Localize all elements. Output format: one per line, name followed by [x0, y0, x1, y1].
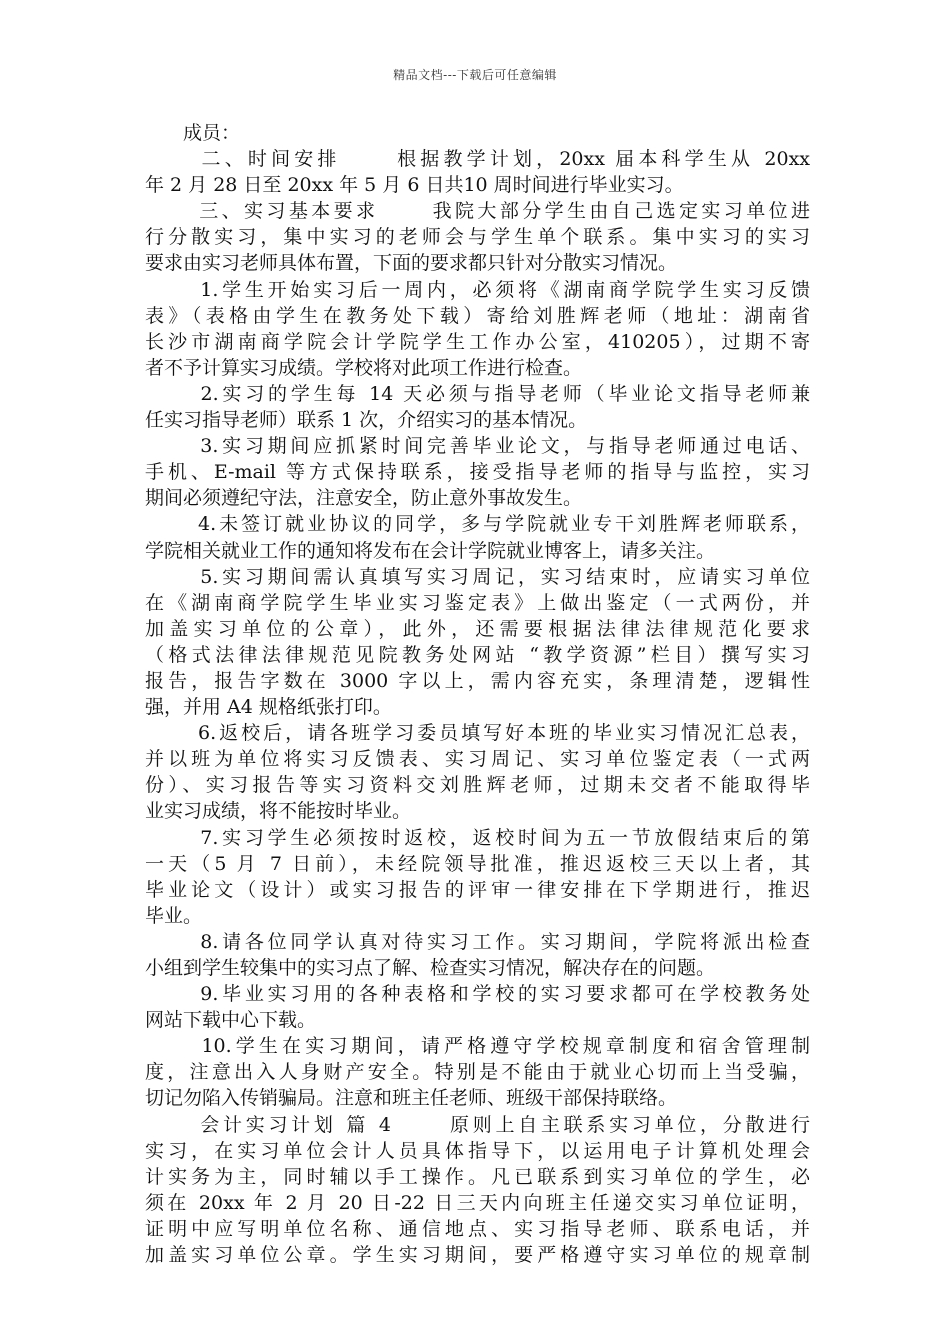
text-line: 份）、实习报告等实习资料交刘胜辉老师，过期未交者不能取得毕 — [145, 774, 810, 797]
text-line: 加盖实习单位公章。学生实习期间，要严格遵守实习单位的规章制 — [145, 1244, 810, 1267]
page-header: 精品文档---下载后可任意编辑 — [393, 68, 557, 82]
document-body — [145, 120, 810, 1268]
text-line: 7.实习学生必须按时返校，返校时间为五一节放假结束后的第 — [145, 826, 810, 849]
text-line: 在《湖南商学院学生毕业实习鉴定表》上做出鉴定（一式两份，并 — [145, 591, 810, 614]
text-line: 计实务为主，同时辅以手工操作。凡已联系到实习单位的学生，必 — [145, 1165, 810, 1188]
text-line: 4.未签订就业协议的同学，多与学院就业专干刘胜辉老师联系， — [145, 513, 810, 536]
text-line: 切记勿陷入传销骗局。注意和班主任老师、班级干部保持联络。 — [145, 1087, 678, 1110]
text-line: 实习，在实习单位会计人员具体指导下，以运用电子计算机处理会 — [145, 1139, 810, 1162]
text-line: 任实习指导老师）联系 1 次，介绍实习的基本情况。 — [145, 409, 588, 432]
text-line: 2.实习的学生每 14 天必须与指导老师（毕业论文指导老师兼 — [145, 382, 810, 405]
text-line: （格式法律法律规范见院教务处网站 “教学资源”栏目）撰写实习 — [145, 643, 810, 666]
text-line: 6.返校后，请各班学习委员填写好本班的毕业实习情况汇总表， — [145, 722, 810, 745]
text-line: 表》（表格由学生在教务处下载）寄给刘胜辉老师（地址：湖南省 — [145, 304, 810, 327]
text-line: 手机、E-mail 等方式保持联系，接受指导老师的指导与监控，实习 — [145, 461, 810, 484]
text-line: 成员： — [145, 122, 241, 144]
text-line: 3.实习期间应抓紧时间完善毕业论文，与指导老师通过电话、 — [145, 435, 810, 458]
text-line: 报告，报告字数在 3000 字以上，需内容充实，条理清楚，逻辑性 — [145, 669, 810, 692]
text-line: 要求由实习老师具体布置，下面的要求都只针对分散实习情况。 — [145, 252, 678, 275]
text-line: 长沙市湖南商学院会计学院学生工作办公室，410205），过期不寄 — [145, 330, 810, 353]
text-line: 加盖实习单位的公章），此外，还需要根据法律法律规范化要求 — [145, 617, 810, 640]
text-line: 毕业论文（设计）或实习报告的评审一律安排在下学期进行，推迟 — [145, 878, 810, 901]
text-line: 三、实习基本要求 我院大部分学生由自己选定实习单位进 — [145, 200, 810, 223]
text-line: 5.实习期间需认真填写实习周记，实习结束时，应请实习单位 — [145, 565, 810, 588]
text-line: 业实习成绩，将不能按时毕业。 — [145, 800, 412, 823]
text-line: 证明中应写明单位名称、通信地点、实习指导老师、联系电话，并 — [145, 1217, 810, 1240]
text-line: 行分散实习，集中实习的老师会与学生单个联系。集中实习的实习 — [145, 226, 810, 249]
text-line: 期间必须遵纪守法，注意安全，防止意外事故发生。 — [145, 487, 583, 510]
text-line: 一天（5 月 7 日前），未经院领导批准，推迟返校三天以上者，其 — [145, 852, 810, 875]
text-line: 须在 20xx 年 2 月 20 日-22 日三天内向班主任递交实习单位证明， — [145, 1191, 810, 1214]
text-line: 年 2 月 28 日至 20xx 年 5 月 6 日共10 周时间进行毕业实习。 — [145, 174, 684, 197]
text-line: 会计实习计划 篇 4 原则上自主联系实习单位，分散进行 — [145, 1113, 810, 1136]
text-line: 小组到学生较集中的实习点了解、检查实习情况，解决存在的问题。 — [145, 957, 716, 979]
text-line: 9.毕业实习用的各种表格和学校的实习要求都可在学校教务处 — [145, 983, 810, 1006]
text-line: 二、时间安排 根据教学计划，20xx 届本科学生从 20xx — [145, 148, 810, 171]
text-line: 10.学生在实习期间，请严格遵守学校规章制度和宿舍管理制 — [145, 1035, 810, 1058]
text-line: 8.请各位同学认真对待实习工作。实习期间，学院将派出检查 — [145, 930, 810, 953]
text-line: 者不予计算实习成绩。学校将对此项工作进行检查。 — [145, 356, 583, 379]
text-line: 强，并用 A4 规格纸张打印。 — [145, 696, 392, 719]
text-line: 度，注意出入人身财产安全。特别是不能由于就业心切而上当受骗， — [145, 1061, 810, 1084]
text-line: 学院相关就业工作的通知将发布在会计学院就业博客上，请多关注。 — [145, 539, 716, 562]
text-line: 毕业。 — [145, 904, 203, 927]
text-line: 网站下载中心下载。 — [145, 1009, 317, 1032]
text-line: 1.学生开始实习后一周内，必须将《湖南商学院学生实习反馈 — [145, 278, 810, 301]
text-line: 并以班为单位将实习反馈表、实习周记、实习单位鉴定表（一式两 — [145, 748, 810, 771]
